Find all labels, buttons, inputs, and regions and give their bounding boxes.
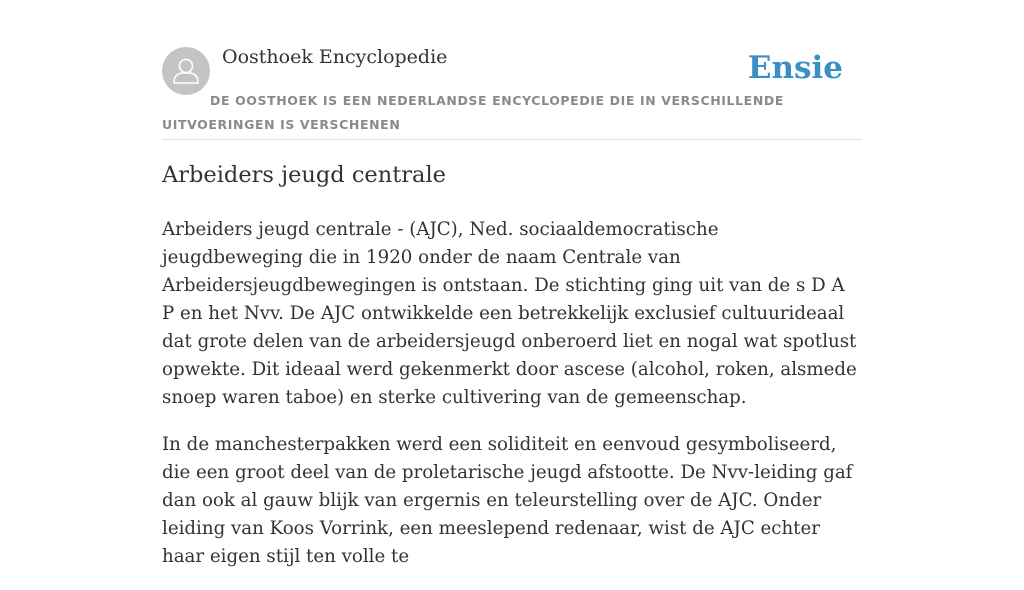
article-paragraph: In de manchesterpakken werd een soliditeit en eenvoud gesymboliseerd, die een groot deel van de proletarische jeugd afstootte. De Nvv-leiding gaf dan ook al gauw blijk van ergernis en teleurstelling over de AJC. Onder leiding van Koos Vorrink, een meeslepend redenaar, wist de AJC echter haar eigen stijl ten volle te xyxy=(162,434,853,567)
site-tagline: DE OOSTHOEK IS EEN NEDERLANDSE ENCYCLOPEDIE DIE IN VERSCHILLENDE UITVOERINGEN IS VERSCHENEN xyxy=(162,93,784,132)
avatar[interactable] xyxy=(162,47,210,95)
page-header xyxy=(162,0,862,140)
user-silhouette-icon xyxy=(162,47,210,95)
page-container xyxy=(162,0,862,567)
article-body xyxy=(162,216,862,590)
site-title[interactable]: Oosthoek Encyclopedie xyxy=(222,46,448,68)
article-title: Arbeiders jeugd centrale xyxy=(162,162,446,188)
article-paragraph: Arbeiders jeugd centrale - (AJC), Ned. sociaaldemocratische jeugdbeweging die in 1920 onder de naam Centrale van Arbeidersjeugdbewegingen is ontstaan. De stichting ging uit van de s D A P en het Nvv. De AJC ontwikkelde een betrekkelijk exclusief cultuurideaal dat grote delen van de arbeidersjeugd onberoerd liet en nogal wat spotlust opwekte. Dit ideaal werd gekenmerkt door ascese (alcohol, roken, alsmede snoep waren taboe) en sterke cultivering van de gemeenschap. xyxy=(162,219,857,408)
brand-logo[interactable]: Ensie xyxy=(747,50,843,86)
